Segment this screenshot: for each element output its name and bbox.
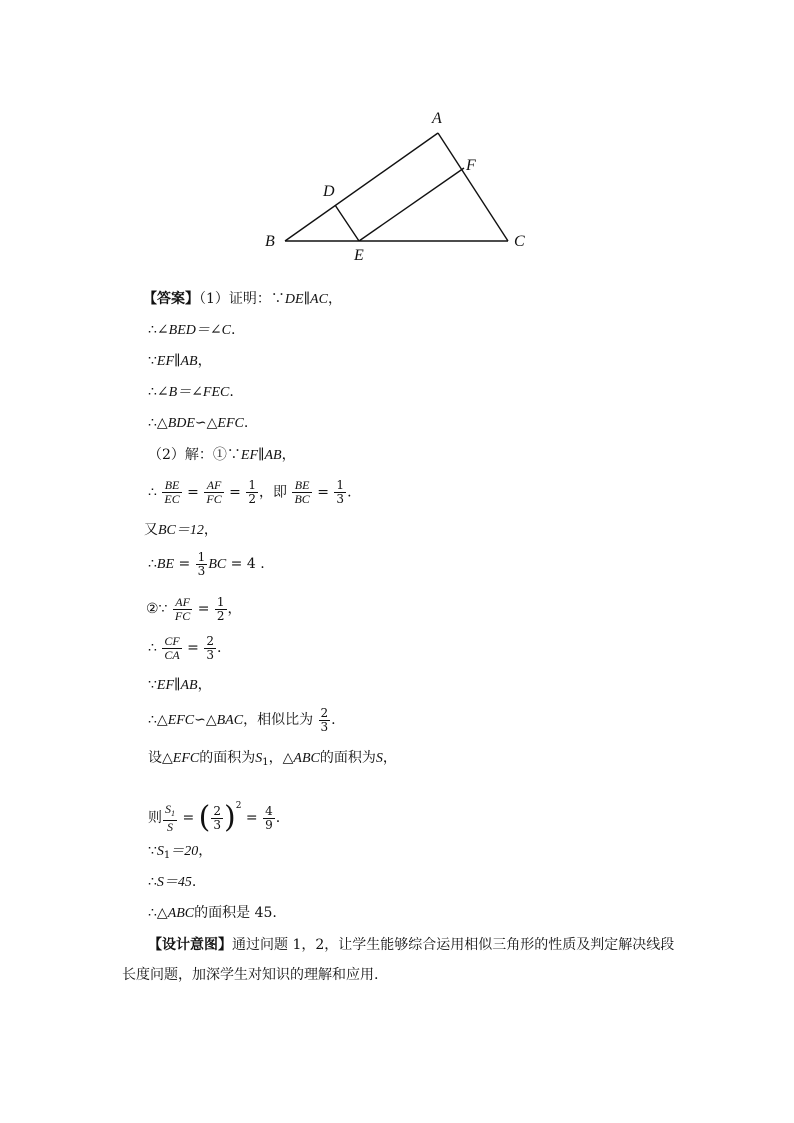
comma: ， — [203, 522, 218, 538]
answer-tag: 【答案】 — [143, 291, 199, 307]
answer-line-5 — [148, 413, 248, 433]
fraction-1-3 — [334, 479, 346, 506]
period: . — [347, 484, 352, 501]
period: . — [229, 384, 234, 400]
answer-line-16 — [148, 841, 212, 861]
abc-term: ABC — [167, 906, 195, 921]
angle-statement: ∠B＝∠FEC — [156, 385, 230, 400]
period: . — [217, 640, 222, 656]
abc-term: ABC — [293, 751, 320, 766]
area-result: 的面积是 45 — [194, 905, 273, 921]
be-result: = 4 — [230, 556, 256, 572]
segment-ba — [285, 133, 438, 241]
s-term: S — [165, 801, 171, 816]
denominator: S — [167, 819, 173, 834]
label-b: B — [265, 233, 275, 250]
subscript: 1 — [262, 757, 269, 768]
subscript: 1 — [163, 850, 171, 861]
parallel-statement: EF∥AB — [156, 354, 198, 369]
triangle-diagram — [0, 0, 794, 280]
fraction-s1-s — [163, 803, 177, 834]
label-a: A — [432, 110, 442, 127]
fraction-1-3 — [196, 551, 208, 578]
subscript: 1 — [171, 808, 175, 818]
fraction-cf-ca — [162, 635, 181, 662]
answer-line-4 — [148, 382, 234, 402]
part1-condition: DE∥AC — [284, 292, 328, 307]
segment-ac — [438, 133, 508, 241]
therefore-symbol: ∴ — [148, 384, 157, 400]
numerator: AF — [204, 479, 223, 493]
answer-line-12 — [148, 675, 212, 695]
comma: ， — [197, 353, 212, 369]
equals: = — [245, 810, 258, 826]
answer-line-11 — [148, 634, 221, 662]
denominator: FC — [206, 492, 222, 506]
numerator: 2 — [213, 803, 221, 818]
triangle-figure — [0, 0, 794, 280]
therefore-symbol: ∴ — [148, 712, 157, 728]
label-c: C — [514, 233, 525, 250]
because-symbol: ∵ — [148, 843, 157, 859]
denominator: 3 — [213, 817, 221, 832]
answer-line-17 — [148, 872, 196, 892]
denominator: 9 — [265, 817, 273, 832]
therefore-symbol: ∴ — [148, 905, 157, 921]
equals: = — [182, 810, 195, 826]
triangle-symbol: △ — [156, 905, 168, 921]
fraction-4-9 — [263, 805, 275, 832]
equals: = — [178, 556, 191, 572]
fraction-af-fc — [173, 596, 192, 623]
text: 的面积为 — [319, 750, 376, 766]
period: . — [275, 810, 281, 826]
similarity-ratio-text: ，相似比为 — [243, 712, 314, 728]
answer-line-14 — [148, 748, 397, 768]
numerator: CF — [164, 633, 180, 648]
numerator: 1 — [216, 594, 225, 609]
you-text: 又 — [144, 522, 158, 538]
because-symbol: ∵ — [148, 677, 157, 693]
answer-line-10 — [146, 595, 242, 623]
similarity-statement: △BDE∽△EFC — [156, 416, 244, 431]
design-intent-text: 通过问题 1，2，让学生能够综合运用相似三角形的性质及判定解决线段长度问题，加深学生对知识的理解和应用. — [122, 937, 675, 983]
fraction-2-3 — [211, 805, 223, 832]
right-paren: ) — [224, 800, 236, 835]
denominator: 2 — [248, 492, 256, 506]
answer-line-2 — [148, 320, 235, 340]
numerator: 2 — [320, 705, 329, 720]
numerator: AF — [173, 596, 192, 610]
fraction-1-2 — [215, 596, 227, 623]
design-intent-tag: 【设计意图】 — [148, 937, 232, 953]
numerator: BE — [162, 479, 181, 493]
part2-prefix: （2）解：①∵ — [148, 447, 241, 463]
s1-term: S — [255, 751, 263, 766]
text: 设△ — [148, 750, 173, 766]
comma: ， — [281, 447, 296, 463]
denominator: EC — [164, 492, 180, 506]
answer-line-13 — [148, 706, 336, 734]
answer-line-1 — [143, 289, 342, 309]
numerator — [163, 803, 177, 821]
denominator: BC — [294, 492, 310, 506]
therefore-symbol: ∴ — [148, 556, 157, 572]
denominator: 3 — [206, 647, 214, 662]
denominator: FC — [174, 608, 191, 623]
denominator: 3 — [197, 563, 206, 578]
therefore-symbol: ∴ — [148, 484, 157, 501]
be-term: BE — [156, 557, 175, 572]
text: 的面积为 — [199, 750, 256, 766]
bc-value: BC＝12 — [158, 523, 204, 538]
left-paren: ( — [198, 800, 211, 835]
denominator: 3 — [320, 719, 329, 734]
equals: = — [187, 484, 199, 501]
parallel-statement: EF∥AB — [156, 678, 198, 693]
ze-text: 则 — [148, 810, 162, 826]
comma: ， — [227, 601, 242, 617]
segment-de — [335, 205, 359, 241]
numerator: BE — [292, 479, 311, 493]
numerator: 4 — [265, 803, 273, 818]
comma: ， — [197, 677, 212, 693]
square-exponent: 2 — [235, 801, 242, 811]
fraction-2-3 — [319, 707, 331, 734]
numerator: 1 — [197, 549, 206, 564]
label-e: E — [354, 247, 364, 264]
equals: = — [317, 484, 329, 501]
design-intent-paragraph — [122, 930, 682, 990]
text: ， — [382, 750, 397, 766]
segment-ef — [359, 168, 464, 241]
numerator: 1 — [248, 478, 256, 492]
s-term: S — [375, 751, 383, 766]
therefore-symbol: ∴ — [148, 415, 157, 431]
fraction-be-bc — [292, 479, 311, 506]
therefore-symbol: ∴ — [148, 322, 157, 338]
denominator: 2 — [216, 608, 225, 623]
answer-line-18 — [148, 903, 277, 923]
ji-text: ，即 — [258, 484, 287, 501]
denominator: CA — [164, 647, 180, 662]
bc-term: BC — [208, 557, 227, 572]
answer-line-3 — [148, 351, 212, 371]
s1-value: ＝20 — [170, 844, 199, 859]
equals: = — [229, 484, 241, 501]
denominator: 3 — [336, 492, 345, 506]
numerator: 2 — [206, 633, 214, 648]
s1-term: S — [156, 844, 164, 859]
answer-line-15 — [148, 791, 281, 835]
angle-statement: ∠BED＝∠C — [156, 323, 231, 338]
answer-line-7 — [148, 479, 352, 505]
fraction-af-fc — [204, 479, 223, 506]
circle-two-because: ②∵ — [146, 601, 168, 617]
label-f: F — [466, 157, 476, 174]
period: . — [331, 712, 336, 728]
comma: ， — [198, 843, 213, 859]
label-d: D — [323, 183, 335, 200]
equals: = — [187, 640, 199, 656]
equals: = — [197, 601, 210, 617]
period: . — [272, 905, 277, 921]
therefore-symbol: ∴ — [148, 640, 157, 656]
period: . — [191, 874, 197, 890]
comma: ， — [327, 291, 342, 307]
part1-prefix: （1）证明：∵ — [199, 291, 285, 307]
therefore-symbol: ∴ — [148, 874, 157, 890]
answer-line-6 — [148, 445, 296, 465]
similarity-statement: △EFC∽△BAC — [156, 713, 244, 728]
period: . — [230, 322, 236, 338]
text: ，△ — [268, 750, 294, 766]
answer-line-8 — [144, 520, 218, 540]
part2-condition: EF∥AB — [240, 448, 282, 463]
answer-line-9 — [148, 550, 265, 578]
because-symbol: ∵ — [148, 353, 157, 369]
period: . — [243, 415, 249, 431]
fraction-be-ec — [162, 479, 181, 506]
fraction-2-3 — [204, 635, 216, 662]
fraction-1-2 — [246, 479, 258, 506]
period: . — [260, 556, 265, 572]
efc-term: EFC — [172, 751, 200, 766]
numerator: 1 — [336, 478, 345, 492]
s-value: S＝45 — [156, 875, 192, 890]
